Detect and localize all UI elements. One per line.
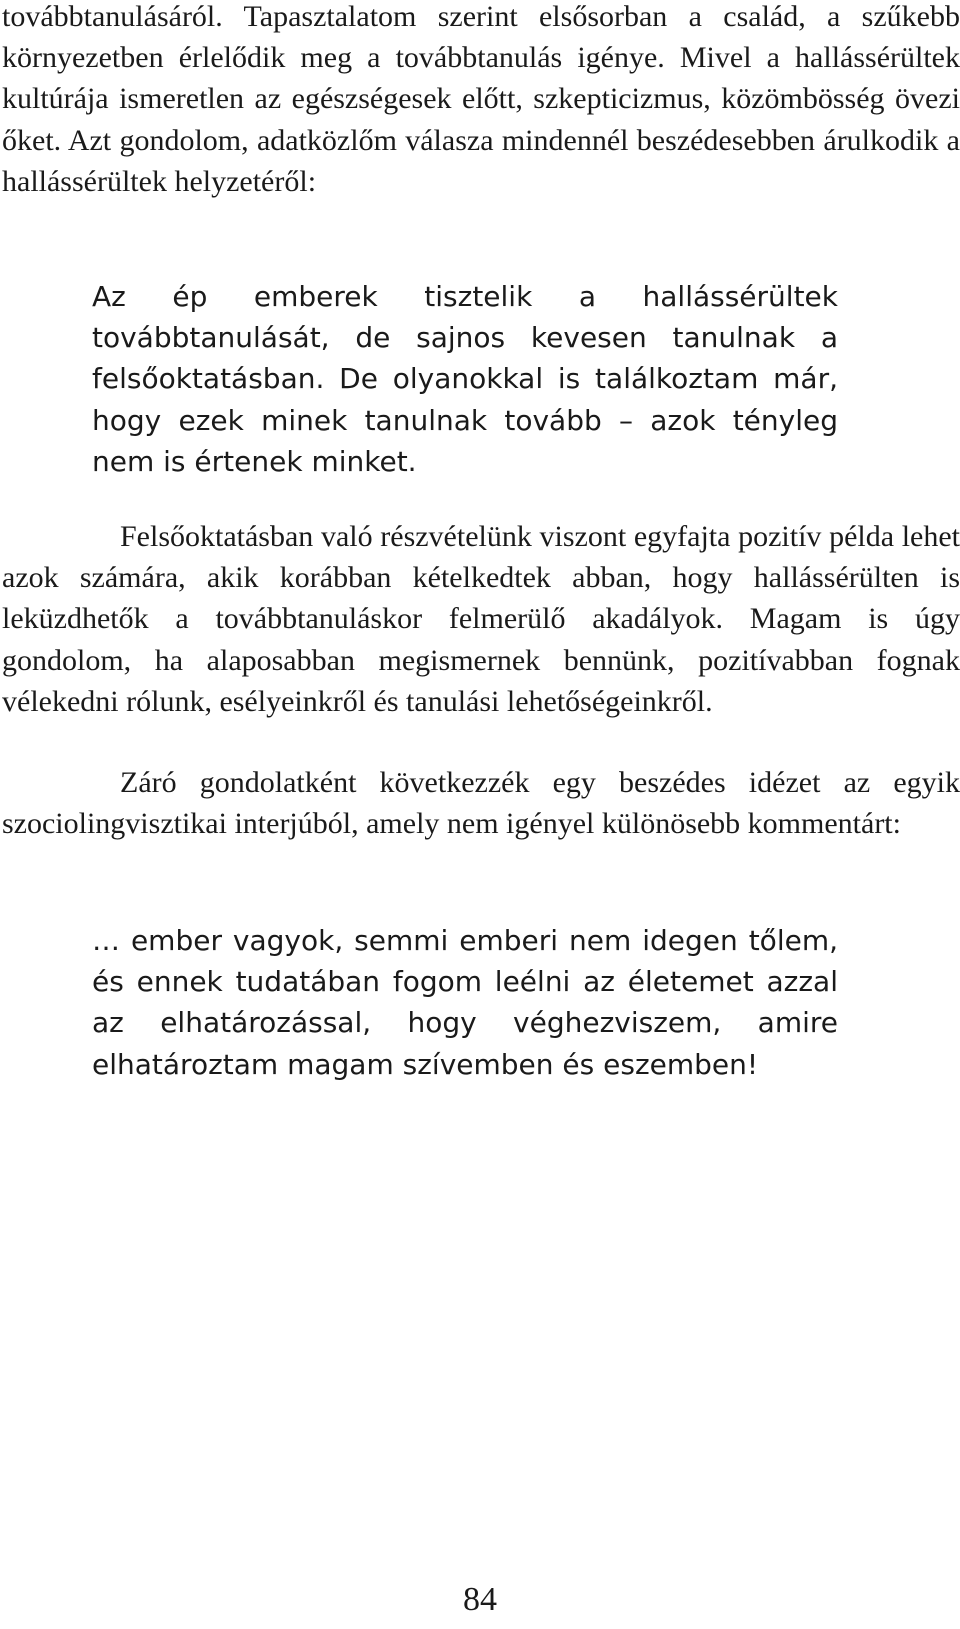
block-quote-first: Az ép emberek tisztelik a hallássérültek továbbtanulását, de sajnos kevesen tanulnak a felsőoktatásban. De olyanokkal is találkoztam már, hogy ezek minek tanulnak tovább – azok tényleg nem is értenek minket. bbox=[92, 280, 838, 478]
block-quote-second: … ember vagyok, semmi emberi nem idegen tőlem, és ennek tudatában fogom leélni az életemet azzal az elhatározással, hogy véghezviszem, amire elhatároztam magam szívemben és eszemben! bbox=[92, 924, 838, 1081]
page-number: 84 bbox=[463, 1581, 497, 1618]
paragraph-participation: Felsőoktatásban való részvételünk viszont egyfajta pozitív példa lehet azok számára, akik korábban kételkedtek abban, hogy hallássérülten is leküzdhetők a továbbtanuláskor felmerülő akadályok. Magam is úgy gondolom, ha alaposabban megismernek bennünk, pozitívabban fognak vélekedni rólunk, esélyeinkről és tanulási lehetőségeinkről. bbox=[2, 520, 960, 718]
paragraph-closing-thought: Záró gondolatként következzék egy beszédes idézet az egyik szociolingvisztikai interjúból, amely nem igényel különösebb kommentárt: bbox=[2, 766, 960, 841]
paragraph-intro: továbbtanulásáról. Tapasztalatom szerint elsősorban a család, a szűkebb környezetben érlelődik meg a továbbtanulás igénye. Mivel a hallássérültek kultúrája ismeretlen az egészségesek előtt, szkepticizmus, közömbösség övezi őket. Azt gondolom, adatközlőm válasza mindennél beszédesebben árulkodik a hallássérültek helyzetéről: bbox=[2, 0, 960, 198]
